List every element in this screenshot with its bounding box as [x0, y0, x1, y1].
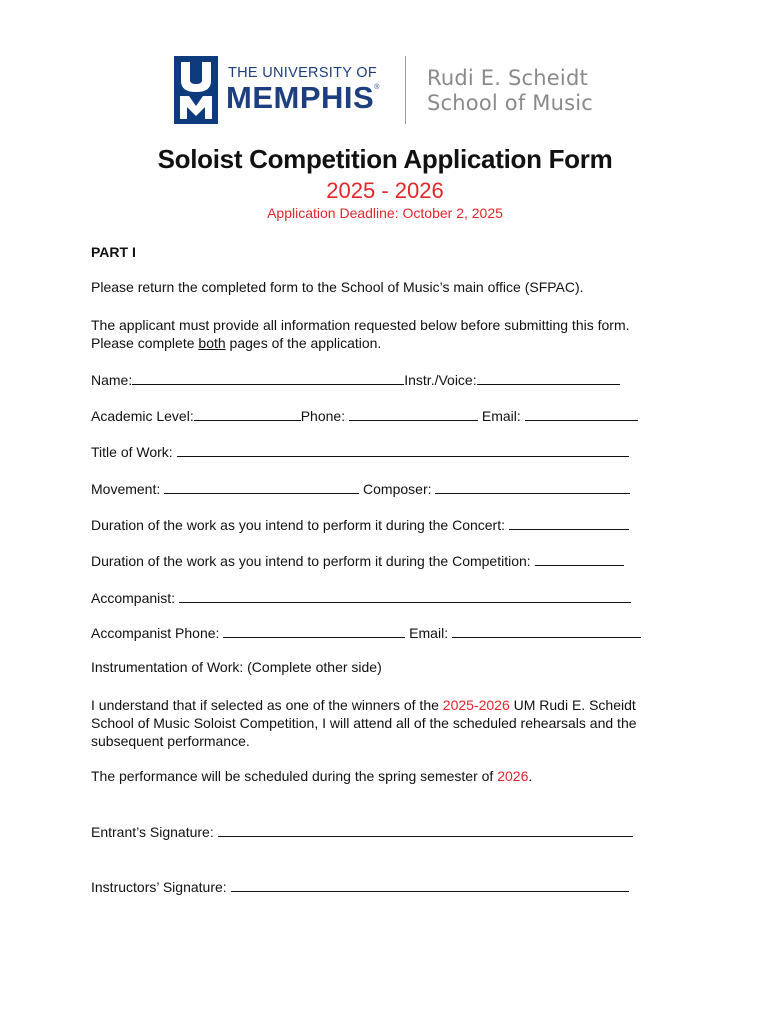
duration-competition-row: [91, 551, 624, 569]
phone-field[interactable]: [349, 406, 478, 421]
entrant-signature-field[interactable]: [218, 822, 633, 837]
name-field[interactable]: [132, 370, 404, 385]
composer-field[interactable]: [435, 479, 630, 494]
provide-text-underlined: both: [198, 335, 226, 351]
agreement-year: 2025-2026: [442, 697, 510, 713]
academic-year: 2025 - 2026: [326, 178, 444, 203]
academic-level-label: Academic Level:: [91, 408, 194, 424]
performance-end: .: [528, 768, 533, 784]
movement-label: Movement:: [91, 481, 165, 497]
agreement-text-2: UM Rudi E. Scheidt School of Music Soloist Competition, I will attend all of the scheduled rehearsals and the subsequent performance.: [91, 697, 637, 749]
instr-voice-field[interactable]: [477, 370, 620, 385]
entrant-signature-label: Entrant’s Signature:: [91, 824, 218, 840]
accompanist-row: [91, 588, 631, 606]
accompanist-contact-row: [91, 623, 641, 641]
provide-text-a: The applicant must provide all information requested below before submitting this form. Please complete: [91, 317, 630, 351]
movement-field[interactable]: [164, 479, 359, 494]
instructors-signature-row: [91, 877, 629, 895]
instrumentation-note: Instrumentation of Work: (Complete other side): [91, 659, 382, 675]
logo-divider: [405, 56, 406, 124]
school-name-line1: Rudi E. Scheidt: [427, 66, 588, 90]
agreement-paragraph: [91, 696, 651, 750]
performance-note: [91, 768, 532, 784]
provide-instructions: [91, 316, 651, 352]
university-name-big: [226, 80, 380, 116]
duration-concert-field[interactable]: [509, 515, 629, 530]
duration-concert-label: Duration of the work as you intend to perform it during the Concert:: [91, 517, 509, 533]
accompanist-label: Accompanist:: [91, 590, 179, 606]
name-row: [91, 370, 620, 388]
registered-mark: ®: [374, 84, 380, 91]
title-of-work-label: Title of Work:: [91, 444, 177, 460]
application-deadline: Application Deadline: October 2, 2025: [267, 205, 503, 221]
email-field[interactable]: [525, 406, 638, 421]
return-instructions: Please return the completed form to the School of Music’s main office (SFPAC).: [91, 279, 584, 295]
entrant-signature-row: [91, 822, 633, 840]
phone-label: Phone:: [300, 408, 349, 424]
composer-label: Composer:: [359, 481, 436, 497]
title-of-work-field[interactable]: [177, 442, 629, 457]
name-label: Name:: [91, 372, 133, 388]
header-logo: [174, 54, 604, 126]
instructors-signature-label: Instructors’ Signature:: [91, 879, 231, 895]
duration-competition-field[interactable]: [535, 551, 624, 566]
duration-concert-row: [91, 515, 629, 533]
accompanist-email-label: Email:: [405, 625, 452, 641]
provide-text-b: pages of the application.: [225, 335, 382, 351]
university-mark-icon: [174, 56, 218, 124]
accompanist-email-field[interactable]: [452, 623, 641, 638]
university-name-text: MEMPHIS: [226, 80, 375, 115]
email-label: Email:: [477, 408, 525, 424]
academic-row: [91, 406, 638, 424]
accompanist-phone-label: Accompanist Phone:: [91, 625, 224, 641]
title-of-work-row: [91, 442, 629, 460]
page-title: Soloist Competition Application Form: [157, 144, 613, 174]
performance-text: The performance will be scheduled during the spring semester of: [91, 768, 498, 784]
instr-voice-label: Instr./Voice:: [404, 372, 477, 388]
movement-row: [91, 479, 630, 497]
university-name-small: THE UNIVERSITY OF: [228, 65, 378, 81]
accompanist-phone-field[interactable]: [223, 623, 405, 638]
part-heading: PART I: [91, 244, 136, 260]
accompanist-field[interactable]: [179, 588, 631, 603]
academic-level-field[interactable]: [194, 406, 301, 421]
instructors-signature-field[interactable]: [231, 877, 629, 892]
school-name-line2: School of Music: [427, 91, 594, 115]
duration-competition-label: Duration of the work as you intend to perform it during the Competition:: [91, 553, 535, 569]
agreement-text-1: I understand that if selected as one of the winners of the: [91, 697, 443, 713]
performance-year: 2026: [497, 768, 529, 784]
